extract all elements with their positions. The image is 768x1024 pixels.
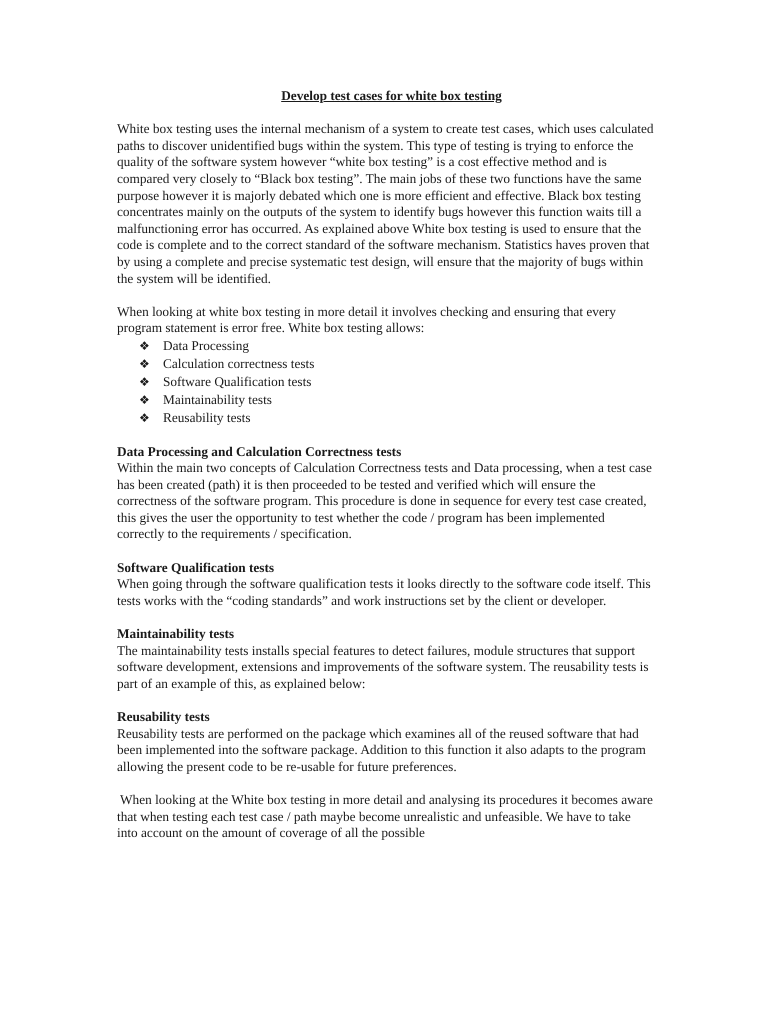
diamond-bullet-icon: ❖	[139, 374, 150, 389]
list-item	[117, 373, 654, 391]
intro-paragraph: White box testing uses the internal mechanism of a system to create test cases, which uses calculated paths to discover unidentified bugs within the system. This type of testing is trying to enforce the quality of the software system however “white box testing” is a cost effective method and is compared very closely to “Black box testing”. The main jobs of these two functions have the same purpose however it is majorly debated which one is more efficient and effective. Black box testing concentrates mainly on the outputs of the system to identify bugs however this function waits till a malfunctioning error has occurred. As explained above White box testing is used to ensure that the code is complete and to the correct standard of the software mechanism. Statistics haves proven that by using a complete and precise systematic test design, will ensure that the majority of bugs within the system will be identified.	[117, 121, 654, 286]
document-page	[117, 88, 654, 858]
list-item-label: Software Qualification tests	[163, 373, 312, 389]
section-reusability	[117, 709, 654, 775]
section-software-qualification	[117, 560, 654, 610]
diamond-bullet-icon: ❖	[139, 392, 150, 407]
diamond-bullet-icon: ❖	[139, 356, 150, 371]
diamond-bullet-icon: ❖	[139, 338, 150, 353]
section-heading: Software Qualification tests	[117, 559, 275, 575]
section-heading: Maintainability tests	[117, 626, 235, 642]
section-body: Reusability tests are performed on the package which examines all of the reused software that had been implemented into the software package. Addition to this function it also adapts to the program allowing the present code to be re-usable for future preferences.	[117, 725, 646, 774]
list-item	[117, 409, 654, 427]
list-item-label: Calculation correctness tests	[163, 355, 315, 371]
list-item	[117, 355, 654, 373]
list-item	[117, 337, 654, 355]
closing-paragraph: When looking at the White box testing in more detail and analysing its procedures it becomes aware that when testing each test case / path maybe become unrealistic and unfeasible. We have to take into account on the amount of coverage of all the possible	[117, 791, 653, 841]
list-item	[117, 391, 654, 409]
diamond-bullet-icon: ❖	[139, 410, 150, 425]
section-body: The maintainability tests installs special features to detect failures, module structures that support software development, extensions and improvements of the software system. The reusability tests is part of an example of this, as explained below:	[117, 642, 649, 691]
document-title: Develop test cases for white box testing	[281, 88, 502, 103]
section-data-processing	[117, 444, 654, 544]
section-body: When going through the software qualification tests it looks directly to the software code itself. This tests works with the “coding standards” and work instructions set by the client or developer.	[117, 576, 651, 608]
list-item-label: Maintainability tests	[163, 391, 272, 407]
list-item-label: Data Processing	[163, 337, 250, 353]
bullet-list	[117, 337, 654, 427]
list-item-label: Reusability tests	[163, 409, 251, 425]
section-maintainability	[117, 626, 654, 692]
section-heading: Reusability tests	[117, 709, 210, 724]
section-heading: Data Processing and Calculation Correctness tests	[117, 443, 402, 459]
section-body: Within the main two concepts of Calculation Correctness tests and Data processing, when a test case has been created (path) it is then proceeded to be tested and verified which will ensure the correctness of the software program. This procedure is done in sequence for every test case created, this gives the user the opportunity to test whether the code / program has been implemented correctly to the requirements / specification.	[117, 460, 652, 542]
allows-intro-paragraph: When looking at white box testing in more detail it involves checking and ensuring that every program statement is error free. White box testing allows:	[117, 303, 616, 336]
